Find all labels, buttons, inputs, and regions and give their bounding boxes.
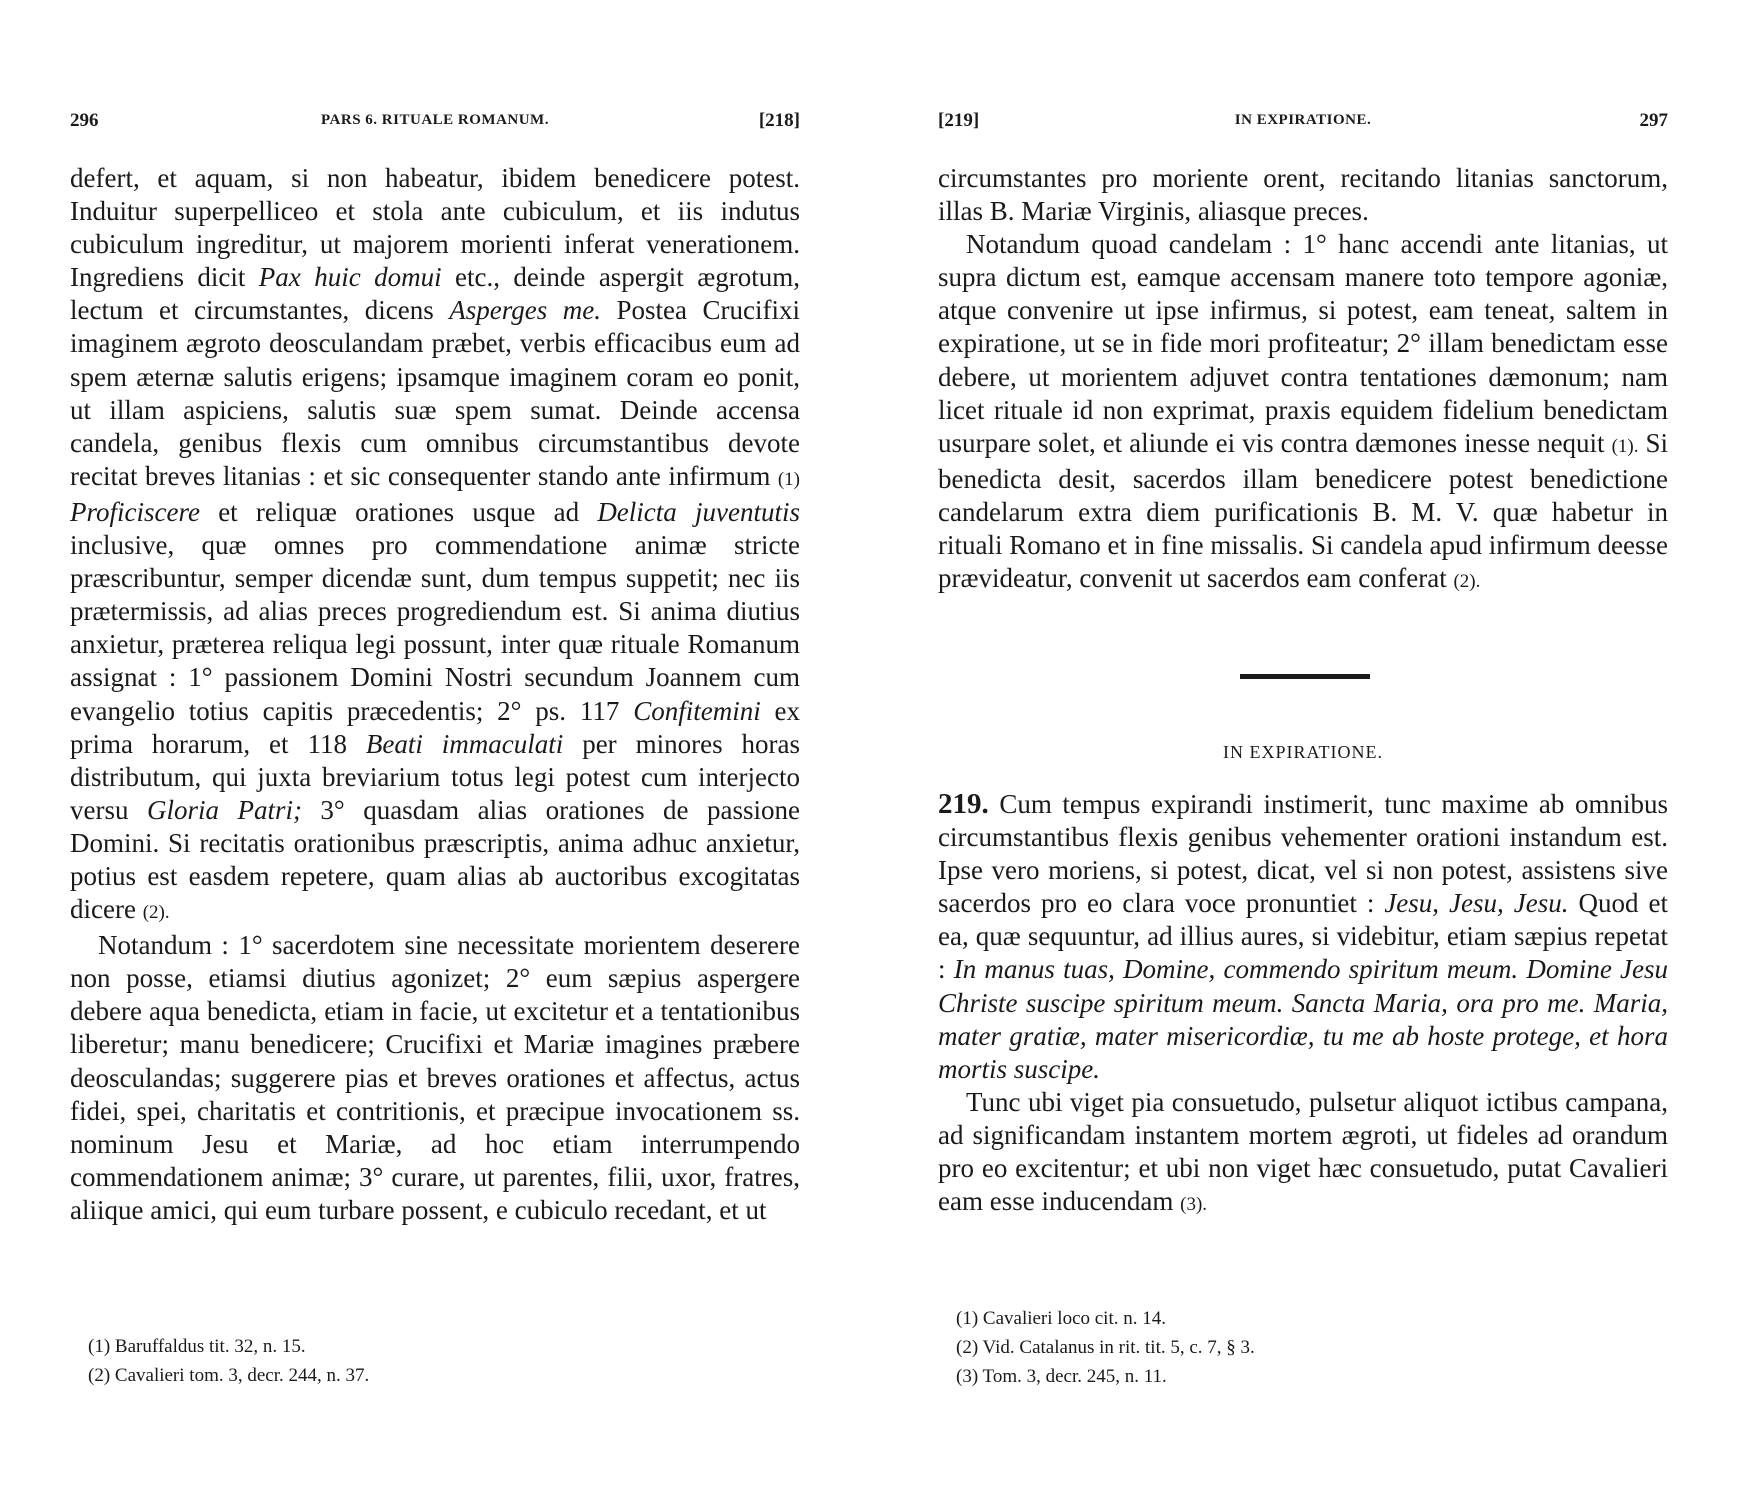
right-body-text-section <box>938 788 1668 1221</box>
footnotes-left <box>88 1332 788 1390</box>
paragraph: Tunc ubi viget pia consuetudo, pulsetur aliquot ictibus campana, ad significandam instantem mortem ægroti, ut fideles ad orandum pro eo excitentur; et ubi non viget hæc consuetudo, putat Cavalieri eam esse inducendam (3). <box>938 1086 1668 1217</box>
section-reference: [218] <box>758 110 800 131</box>
paragraph: Notandum quoad candelam : 1° hanc accendi ante litanias, ut supra dictum est, eamque accensam manere toto tempore agoniæ, atque convenire ut ipse infirmus, si potest, eam teneat, saltem in expiratione, ut se in fide mori profiteatur; 2° illam benedictam esse debere, ut morientem adjuvet contra tentationes dæmonum; nam licet rituale id non exprimat, praxis equidem fidelium benedictam usurpare solet, et aliunde ei vis contra dæmones inesse nequit (1). Si benedicta desit, sacerdos illam benedicere potest benedictione candelarum extra diem purificationis B. M. V. quæ habetur in rituali Romano et in fine missalis. Si candela apud infirmum deesse prævideatur, convenit ut sacerdos eam conferat (2). <box>938 229 1668 594</box>
paragraph: defert, et aquam, si non habeatur, ibidem benedicere potest. Induitur superpelliceo et stola ante cubiculum, et iis indutus cubiculum ingreditur, ut majorem morienti inferat venerationem. Ingrediens dicit Pax huic domui etc., deinde aspergit ægrotum, lectum et circumstantes, dicens Asperges me. Postea Crucifixi imaginem ægroto deosculandam præbet, verbis efficacibus eum ad spem æternæ salutis erigens; ipsamque imaginem coram eo ponit, ut illam aspiciens, salutis suæ spem sumat. Deinde accensa candela, genibus flexis cum omnibus circumstantibus devote recitat breves litanias : et sic consequenter stando ante infirmum (1) Proficiscere et reliquæ orationes usque ad Delicta juventutis inclusive, quæ omnes pro commendatione animæ stricte præscribuntur, semper dicendæ sunt, dum tempus suppetit; nec iis prætermissis, ad alias preces progrediendum est. Si anima diutius anxietur, præterea reliqua legi possunt, inter quæ rituale Romanum assignat : 1° passionem Domini Nostri secundum Joannem cum evangelio totius capitis præcedentis; 2° ps. 117 Confitemini ex prima horarum, et 118 Beati immaculati per minores horas distributum, qui juxta breviarium totus legi potest cum interjecto versu Gloria Patri; 3° quasdam alias orationes de passione Domini. Si recitatis orationibus præscriptis, anima adhuc anxietur, potius est easdem repetere, quam alias ab auctoribus excogitatas dicere (2). <box>70 163 801 925</box>
running-title: IN EXPIRATIONE. <box>1234 112 1372 128</box>
running-head-left <box>70 110 800 140</box>
right-body-text <box>938 162 1668 598</box>
footnote: (2) Cavalieri tom. 3, decr. 244, n. 37. <box>88 1365 370 1386</box>
paragraph: circumstantes pro moriente orent, recitando litanias sanctorum, illas B. Mariæ Virginis, aliasque preces. <box>938 163 1668 227</box>
footnote-reference: (3). <box>1180 1194 1208 1216</box>
footnotes-right <box>956 1304 1656 1391</box>
footnote: (3) Tom. 3, decr. 245, n. 11. <box>956 1366 1167 1387</box>
running-head-right <box>938 110 1668 140</box>
footnote-reference: (2). <box>1453 571 1481 593</box>
section-heading: IN EXPIRATIONE. <box>1223 742 1383 762</box>
section-divider-rule <box>1240 674 1370 679</box>
left-body-text <box>70 162 800 1227</box>
footnote: (1) Cavalieri loco cit. n. 14. <box>956 1308 1166 1329</box>
footnote-reference: (1) <box>777 468 800 490</box>
page-number: 296 <box>70 110 99 131</box>
paragraph: Notandum : 1° sacerdotem sine necessitate morientem deserere non posse, etiamsi diutius agonizet; 2° eum sæpius aspergere debere aqua benedicta, etiam in facie, ut excitetur et a tentationibus liberetur; manu benedicere; Crucifixi et Mariæ imagines præbere deosculandas; suggerere pias et breves orationes et affectus, actus fidei, spei, charitatis et contritionis, et præcipue invocationem ss. nominum Jesu et Mariæ, ad hoc etiam interrumpendo commendationem animæ; 3° curare, ut parentes, filii, uxor, fratres, aliique amici, qui eum turbare possent, e cubiculo recedant, et ut <box>70 930 800 1225</box>
footnote-reference: (2). <box>142 902 170 924</box>
footnote-reference: (1). <box>1611 435 1639 457</box>
running-title: PARS 6. RITUALE ROMANUM. <box>321 112 549 128</box>
footnote: (1) Baruffaldus tit. 32, n. 15. <box>88 1336 306 1357</box>
paragraph: 219. Cum tempus expirandi instimerit, tunc maxime ab omnibus circumstantibus flexis genibus vehementer orationi instandum est. Ipse vero moriens, si potest, dicat, vel si non potest, assistens sive sacerdos pro eo clara voce pronuntiet : Jesu, Jesu, Jesu. Quod et ea, quæ sequuntur, ad illius aures, si videbitur, etiam sæpius repetat : In manus tuas, Domine, commendo spiritum meum. Domine Jesu Christe suscipe spiritum meum. Sancta Maria, ora pro me. Maria, mater gratiæ, mater misericordiæ, tu me ab hoste protege, et hora mortis suscipe. <box>938 788 1668 1084</box>
page-number: 297 <box>1639 110 1668 131</box>
section-reference: [219] <box>938 110 980 131</box>
footnote: (2) Vid. Catalanus in rit. tit. 5, c. 7, § 3. <box>956 1337 1255 1358</box>
paragraph-number: 219. <box>938 788 989 820</box>
